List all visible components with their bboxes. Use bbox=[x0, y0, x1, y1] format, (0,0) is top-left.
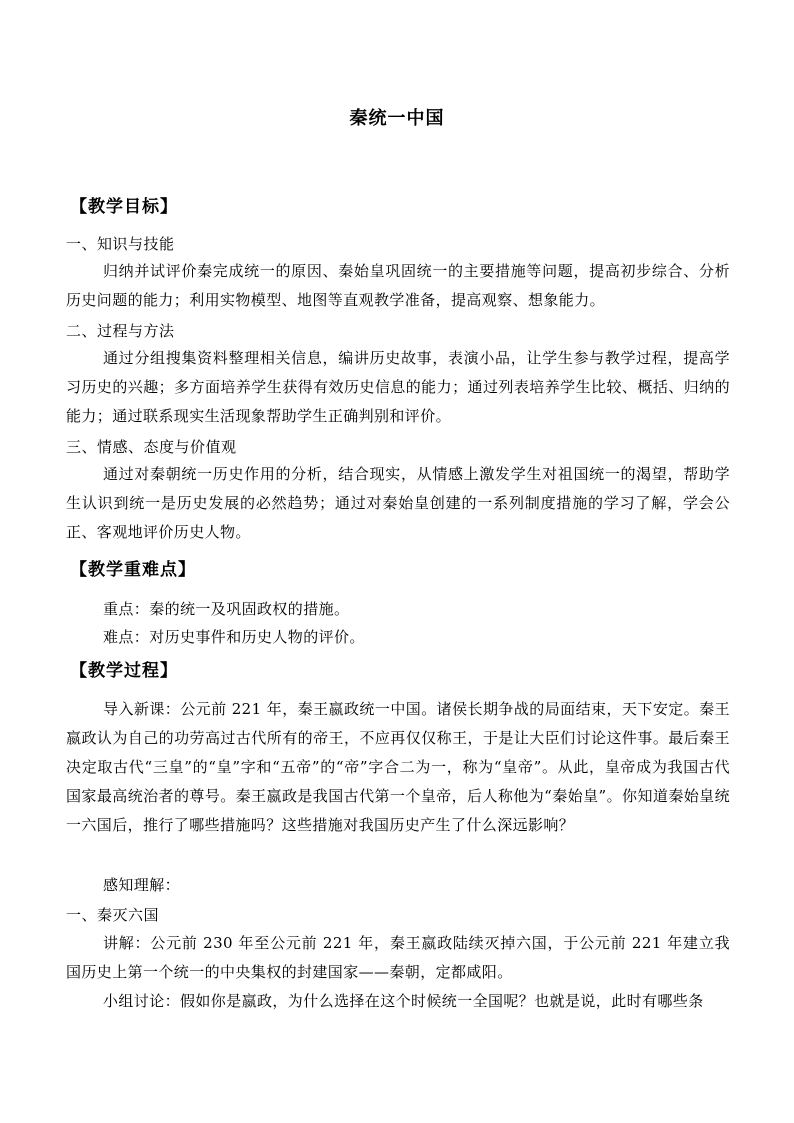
intro-paragraph: 导入新课：公元前 221 年，秦王嬴政统一中国。诸侯长期争战的局面结束，天下安定。秦王嬴政认为自己的功劳高过古代所有的帝王，不应再仅仅称王，于是让大臣们讨论这件事。最后秦王决定取古代“三皇”的“皇”字和“五帝”的“帝”字合二为一，称为“皇帝”。从此，皇帝成为我国古代国家最高统治者的尊号。秦王嬴政是我国古代第一个皇帝，后人称他为“秦始皇”。你知道秦始皇统一六国后，推行了哪些措施吗？这些措施对我国历史产生了什么深远影响？ bbox=[66, 700, 730, 834]
goal-process-text: 通过分组搜集资料整理相关信息，编讲历史故事，表演小品，让学生参与教学过程，提高学习历史的兴趣；多方面培养学生获得有效历史信息的能力；通过列表培养学生比较、概括、归纳的能力；通过联系现实生活现象帮助学生正确判别和评价。 bbox=[66, 349, 730, 425]
teaching-process-heading: 【教学过程】 bbox=[70, 661, 178, 681]
key-difficult-points-heading: 【教学重难点】 bbox=[70, 560, 196, 580]
goal-knowledge-heading: 一、知识与技能 bbox=[66, 235, 175, 253]
goal-attitude-heading: 三、情感、态度与价值观 bbox=[66, 438, 237, 456]
perception-label: 感知理解： bbox=[103, 876, 181, 894]
teaching-goals-heading: 【教学目标】 bbox=[70, 197, 178, 217]
goal-knowledge-text: 归纳并试评价秦完成统一的原因、秦始皇巩固统一的主要措施等问题，提高初步综合、分析历史问题的能力；利用实物模型、地图等直观教学准备，提高观察、想象能力。 bbox=[66, 262, 730, 309]
goal-attitude-text: 通过对秦朝统一历史作用的分析，结合现实，从情感上激发学生对祖国统一的渴望，帮助学生认识到统一是历史发展的必然趋势；通过对秦始皇创建的一系列制度措施的学习了解，学会公正、客观地评价历史人物。 bbox=[66, 465, 730, 541]
explain-paragraph: 讲解：公元前 230 年至公元前 221 年，秦王嬴政陆续灭掉六国，于公元前 221 年建立我国历史上第一个统一的中央集权的封建国家——秦朝，定都咸阳。 bbox=[66, 934, 730, 981]
page-title: 秦统一中国 bbox=[349, 108, 445, 129]
goal-process-heading: 二、过程与方法 bbox=[66, 322, 175, 340]
part1-heading: 一、秦灭六国 bbox=[66, 906, 160, 924]
discussion-paragraph: 小组讨论：假如你是嬴政，为什么选择在这个时候统一全国呢？也就是说，此时有哪些条 bbox=[103, 992, 704, 1010]
key-point-text: 重点：秦的统一及巩固政权的措施。 bbox=[103, 600, 350, 618]
difficult-point-text: 难点：对历史事件和历史人物的评价。 bbox=[103, 628, 365, 646]
